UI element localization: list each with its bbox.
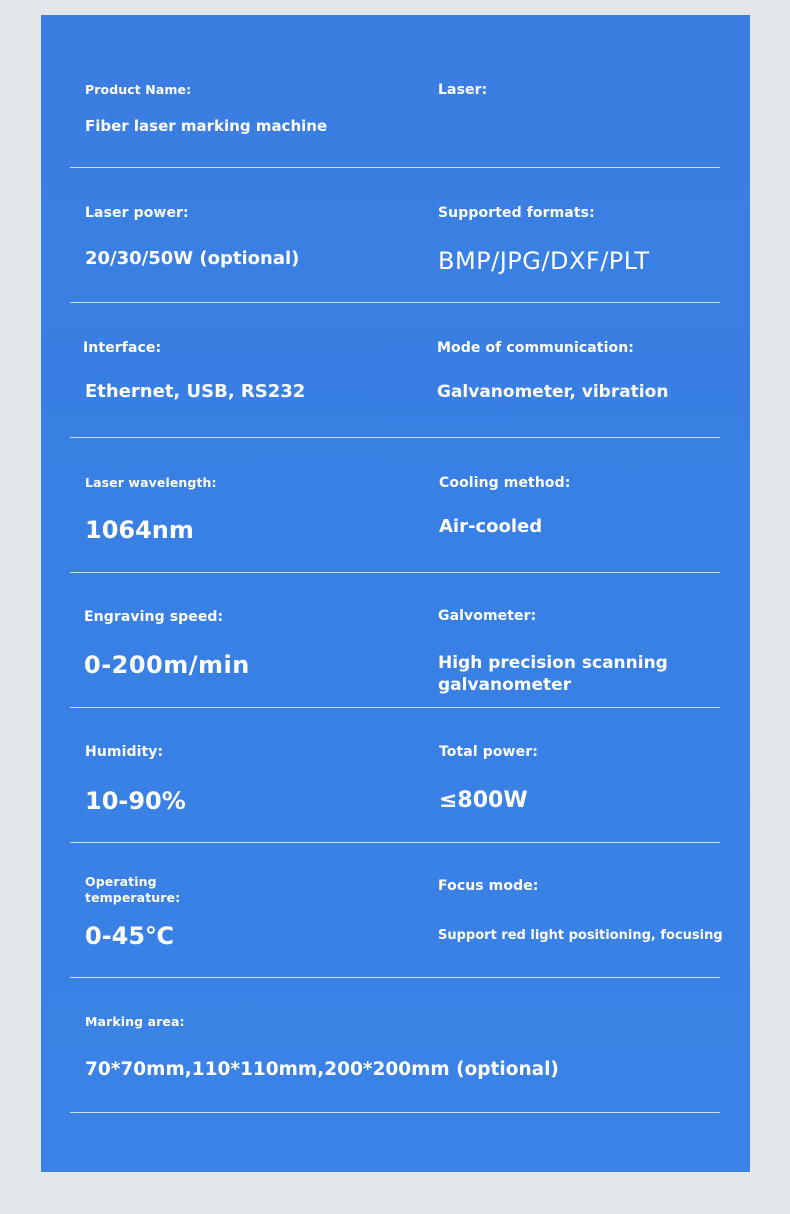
- spec-row: [70, 572, 720, 708]
- spec-value: Air-cooled: [439, 516, 543, 537]
- spec-label: Operating temperature:: [85, 874, 181, 905]
- spec-value: BMP/JPG/DXF/PLT: [438, 247, 650, 275]
- spec-label: Product Name:: [85, 82, 192, 97]
- spec-value: 1064nm: [85, 516, 194, 544]
- spec-panel: [41, 15, 750, 1172]
- spec-row: [70, 437, 720, 573]
- spec-cell: [83, 302, 413, 436]
- spec-label: Humidity:: [85, 744, 164, 760]
- spec-label: Laser wavelength:: [85, 475, 217, 490]
- spec-value: 70*70mm,110*110mm,200*200mm (optional): [85, 1059, 559, 1080]
- spec-cell: [85, 32, 415, 166]
- spec-cell: [85, 437, 415, 571]
- spec-value: Support red light positioning, focusing: [438, 928, 723, 943]
- spec-cell: [85, 707, 415, 841]
- spec-value: 0-45℃: [85, 922, 175, 950]
- spec-value: Galvanometer, vibration: [437, 382, 669, 402]
- spec-row: [70, 707, 720, 843]
- spec-cell: [84, 572, 414, 706]
- spec-cell: [438, 32, 720, 166]
- spec-row: [70, 842, 723, 978]
- spec-row: [70, 32, 720, 168]
- spec-cell: [437, 302, 719, 436]
- spec-label: Focus mode:: [438, 878, 539, 894]
- spec-label: Laser power:: [85, 205, 189, 221]
- spec-cell: [439, 707, 721, 841]
- spec-label: Marking area:: [85, 1014, 185, 1029]
- spec-label: Laser:: [438, 82, 488, 98]
- spec-value: 20/30/50W (optional): [85, 248, 300, 269]
- spec-label: Cooling method:: [439, 475, 571, 491]
- spec-row: [70, 302, 720, 438]
- spec-row: [70, 167, 720, 303]
- spec-cell: [438, 572, 720, 706]
- spec-label: Supported formats:: [438, 205, 595, 221]
- spec-label: Total power:: [439, 744, 538, 760]
- spec-value: High precision scanning galvanometer: [438, 653, 668, 695]
- spec-label: Engraving speed:: [84, 609, 224, 625]
- spec-label: Galvometer:: [438, 608, 537, 624]
- spec-cell: [85, 977, 705, 1111]
- spec-cell: [439, 437, 721, 571]
- spec-value: 0-200m/min: [84, 651, 250, 679]
- spec-label: Mode of communication:: [437, 340, 634, 356]
- spec-cell: [85, 842, 415, 976]
- spec-label: Interface:: [83, 340, 162, 356]
- spec-cell: [438, 842, 723, 976]
- spec-value: Fiber laser marking machine: [85, 117, 328, 135]
- spec-value: ≤800W: [439, 788, 528, 813]
- spec-row: [70, 977, 720, 1113]
- spec-value: 10-90%: [85, 787, 186, 815]
- spec-cell: [85, 167, 415, 301]
- spec-cell: [438, 167, 720, 301]
- spec-value: Ethernet, USB, RS232: [85, 381, 306, 402]
